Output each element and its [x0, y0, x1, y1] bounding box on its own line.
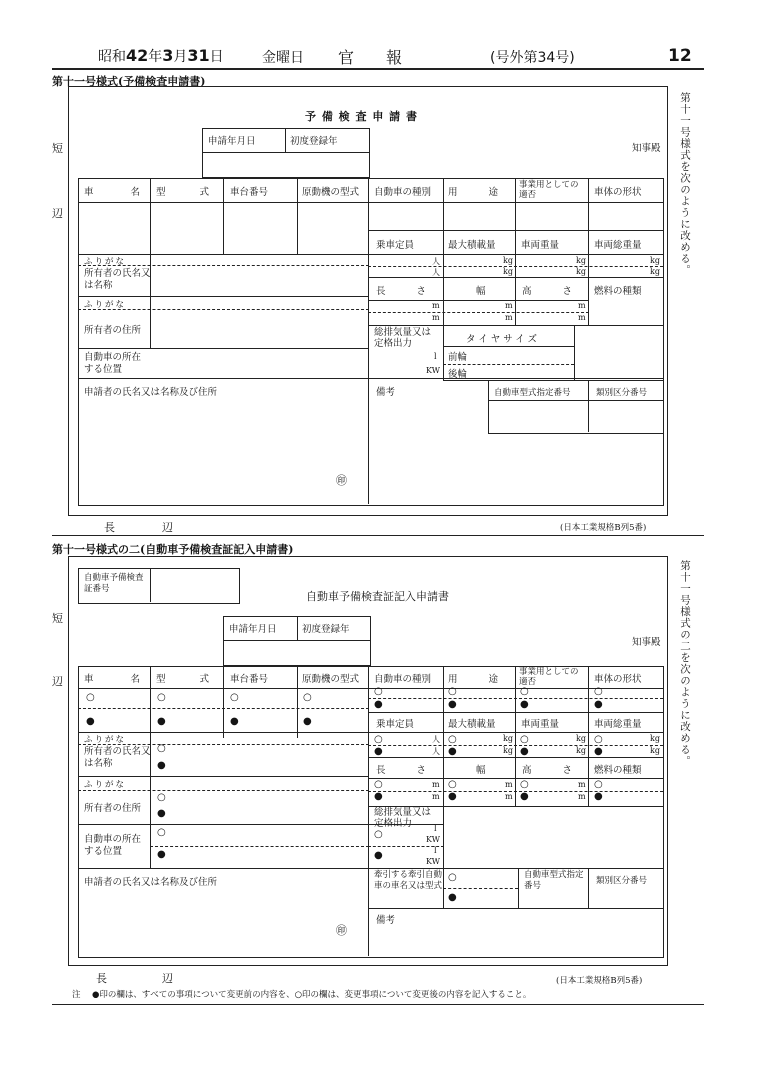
- form2-before-kind: ●: [374, 699, 383, 710]
- form1-length: 長 さ: [376, 286, 431, 297]
- form2-before-owner: ●: [157, 760, 166, 771]
- form1-long-side-a: 長: [104, 521, 115, 534]
- form1-label: 第十一号様式(予備検査申請書): [52, 75, 206, 88]
- form2-before-max-load: ●: [448, 746, 457, 757]
- form2-col-kind: 自動車の種別: [374, 674, 432, 685]
- form2-after-kind: ○: [374, 686, 383, 697]
- form2-furigana-2: ふりがな: [84, 780, 127, 790]
- form2-cert-number: 自動車予備検査証番号: [84, 573, 144, 594]
- gazette-title: 官 報: [338, 48, 403, 67]
- form2-max-load: 最大積載量: [448, 719, 496, 730]
- form1-unit-m-4: m: [505, 313, 513, 322]
- form1-car-location: 自動車の所在する位置: [84, 352, 142, 375]
- form2-height: 高 さ: [522, 765, 577, 776]
- gazette-date: 昭和42年3月31日: [98, 46, 224, 65]
- form1-long-side-b: 辺: [162, 521, 173, 534]
- form2-before-length: ●: [374, 791, 383, 802]
- form1-col-car-name: 車 名: [84, 187, 147, 198]
- form1-title: 予 備 検 査 申 請 書: [305, 110, 418, 123]
- form2-col-car-name: 車 名: [84, 674, 147, 685]
- form1-unit-person-1: 人: [432, 257, 440, 266]
- form1-unit-kg-2: kg: [503, 267, 513, 276]
- form1-governor: 知事殿: [632, 143, 661, 154]
- header-rule: [52, 68, 704, 70]
- form2-fuel: 燃料の種類: [594, 765, 642, 776]
- form2-unit-kg-5: kg: [650, 734, 660, 743]
- form2-before-capacity: ●: [374, 746, 383, 757]
- form2-short-side: 短: [52, 612, 63, 625]
- form2-category-number: 類別区分番号: [596, 876, 648, 886]
- form2-col-chassis: 車台番号: [230, 674, 269, 685]
- form1-col-business: 事業用としての適否: [519, 180, 579, 200]
- form1-col-kind: 自動車の種別: [374, 187, 432, 198]
- form2-before-use: ●: [448, 699, 457, 710]
- form2-col-engine: 原動機の型式: [302, 674, 360, 685]
- form2-car-location: 自動車の所在する位置: [84, 834, 142, 857]
- form1-amendment-note: 第十一号様式を次のように改める。: [679, 92, 691, 276]
- footnote-text: ●印の欄は、すべての事項について変更前の内容を、○印の欄は、変更事項について変更後の内容を記入すること。: [92, 990, 532, 1000]
- form2-before-location: ●: [157, 849, 166, 860]
- form1-unit-kg-4: kg: [576, 267, 586, 276]
- form1-front: 前輪: [448, 352, 468, 363]
- form1-displacement: 総排気量又は定格出力: [374, 327, 432, 349]
- form2-after-height: ○: [520, 779, 529, 790]
- form2-gross-weight: 車両総重量: [594, 719, 642, 730]
- form1-capacity: 乗車定員: [376, 240, 415, 251]
- form2-before-fuel: ●: [594, 791, 603, 802]
- form2-applicant: 申請者の氏名又は名称及び住所: [84, 877, 218, 888]
- footnote-prefix: 注: [72, 990, 81, 1000]
- form2-unit-l-1: l: [434, 824, 437, 833]
- form1-unit-m-5: m: [578, 301, 586, 310]
- form2-side: 辺: [52, 675, 63, 688]
- form2-capacity: 乗車定員: [376, 719, 415, 730]
- form2-long-side-a: 長: [96, 972, 107, 985]
- form2-after-use: ○: [448, 686, 457, 697]
- form2-displacement: 総排気量又は定格出力: [374, 807, 432, 829]
- form1-unit-kg-3: kg: [576, 256, 586, 265]
- footer-rule: [52, 1004, 704, 1005]
- form2-type-designation: 自動車型式指定番号: [524, 870, 584, 891]
- form1-unit-m-1: m: [432, 301, 440, 310]
- form1-owner-name: 所有者の氏名又は名称: [84, 268, 151, 291]
- form1-width: 幅: [476, 286, 486, 297]
- form2-before-engine: ●: [303, 716, 312, 727]
- form2-before-towing: ●: [448, 892, 457, 903]
- form2-after-model: ○: [157, 692, 166, 703]
- form2-before-address: ●: [157, 808, 166, 819]
- form2-unit-m-3: m: [505, 780, 513, 789]
- form2-owner-name: 所有者の氏名又は名称: [84, 746, 151, 769]
- form2-before-weight: ●: [520, 746, 529, 757]
- form1-fuel: 燃料の種類: [594, 286, 642, 297]
- form2-long-side-b: 辺: [162, 972, 173, 985]
- form1-type-designation: 自動車型式指定番号: [494, 388, 571, 398]
- form2-after-length: ○: [374, 779, 383, 790]
- form2-after-weight: ○: [520, 734, 529, 745]
- page-number: 12: [668, 46, 692, 66]
- form2-furigana-1: ふりがな: [84, 735, 127, 745]
- gazette-weekday: 金曜日: [262, 50, 304, 66]
- form2-standard: (日本工業規格B列5番): [556, 976, 643, 986]
- form1-furigana-2: ふりがな: [84, 300, 127, 310]
- form2-amendment-note: 第十一号様式の二を次のように改める。: [679, 560, 691, 767]
- form1-short-side: 短: [52, 142, 63, 155]
- form2-after-displacement: ○: [374, 829, 383, 840]
- form2-col-business: 事業用としての適否: [519, 667, 579, 687]
- form2-unit-m-6: m: [578, 792, 586, 801]
- form2-after-towing: ○: [448, 872, 457, 883]
- form2-before-body: ●: [594, 699, 603, 710]
- form1-weight: 車両重量: [521, 240, 560, 251]
- form2-unit-m-1: m: [432, 780, 440, 789]
- form2-unit-m-5: m: [578, 780, 586, 789]
- form1-category-number: 類別区分番号: [596, 388, 648, 398]
- form2-after-capacity: ○: [374, 734, 383, 745]
- form1-col-engine: 原動機の型式: [302, 187, 360, 198]
- form2-after-fuel: ○: [594, 779, 603, 790]
- form2-after-engine: ○: [303, 692, 312, 703]
- form2-owner-address: 所有者の住所: [84, 803, 142, 814]
- form1-applicant: 申請者の氏名又は名称及び住所: [84, 387, 218, 398]
- form1-unit-l: l: [434, 352, 437, 361]
- form2-unit-m-4: m: [505, 792, 513, 801]
- form2-width: 幅: [476, 765, 486, 776]
- form2-before-car-name: ●: [86, 716, 95, 727]
- form2-label: 第十一号様式の二(自動車予備検査証記入申請書): [52, 543, 294, 556]
- form2-after-chassis: ○: [230, 692, 239, 703]
- form2-unit-m-2: m: [432, 792, 440, 801]
- form1-unit-kg-1: kg: [503, 256, 513, 265]
- form2-unit-person-2: 人: [432, 747, 440, 756]
- form1-side: 辺: [52, 207, 63, 220]
- form2-col-model: 型 式: [156, 674, 215, 685]
- form2-after-car-name: ○: [86, 692, 95, 703]
- form2-before-model: ●: [157, 716, 166, 727]
- form2-col-body: 車体の形状: [594, 674, 642, 685]
- form1-col-body: 車体の形状: [594, 187, 642, 198]
- form1-col-model: 型 式: [156, 187, 215, 198]
- form1-unit-kw: KW: [426, 366, 440, 375]
- form2-towing: 牽引する牽引自動車の車名又は型式: [374, 870, 443, 891]
- form2-weight: 車両重量: [521, 719, 560, 730]
- form2-unit-person-1: 人: [432, 735, 440, 744]
- form1-col-chassis: 車台番号: [230, 187, 269, 198]
- form1-gross-weight: 車両総重量: [594, 240, 642, 251]
- form2-remarks: 備考: [376, 915, 396, 926]
- form2-before-business: ●: [520, 699, 529, 710]
- form1-remarks: 備考: [376, 387, 396, 398]
- form2-after-body: ○: [594, 686, 603, 697]
- form2-after-business: ○: [520, 686, 529, 697]
- form1-standard: (日本工業規格B列5番): [560, 523, 647, 533]
- form1-tire-size: タイヤサイズ: [466, 334, 541, 345]
- form2-unit-kg-6: kg: [650, 746, 660, 755]
- form2-title: 自動車予備検査証記入申請書: [306, 590, 449, 603]
- form2-after-max-load: ○: [448, 734, 457, 745]
- form2-unit-kw-1: KW: [426, 835, 440, 844]
- form2-length: 長 さ: [376, 765, 431, 776]
- form2-after-location: ○: [157, 827, 166, 838]
- form1-max-load: 最大積載量: [448, 240, 496, 251]
- form2-after-gross: ○: [594, 734, 603, 745]
- form1-first-registration: 初度登録年: [290, 136, 338, 147]
- form1-unit-kg-5: kg: [650, 256, 660, 265]
- form2-after-width: ○: [448, 779, 457, 790]
- form1-owner-address: 所有者の住所: [84, 325, 142, 336]
- form2-unit-l-2: l: [434, 846, 437, 855]
- form1-unit-m-2: m: [432, 313, 440, 322]
- form2-first-registration: 初度登録年: [302, 624, 350, 635]
- form2-after-owner: ○: [157, 743, 166, 754]
- form2-before-chassis: ●: [230, 716, 239, 727]
- form1-seal: ㊞: [336, 474, 347, 487]
- form2-after-address: ○: [157, 792, 166, 803]
- form1-height: 高 さ: [522, 286, 577, 297]
- form2-before-width: ●: [448, 791, 457, 802]
- form2-before-height: ●: [520, 791, 529, 802]
- form2-unit-kg-3: kg: [576, 734, 586, 743]
- form1-table: [78, 178, 664, 506]
- form1-unit-person-2: 人: [432, 268, 440, 277]
- form2-governor: 知事殿: [632, 637, 661, 648]
- form1-rear: 後輪: [448, 369, 468, 380]
- form2-application-date: 申請年月日: [229, 624, 277, 635]
- form2-unit-kw-2: KW: [426, 857, 440, 866]
- form2-unit-kg-2: kg: [503, 746, 513, 755]
- form2-unit-kg-4: kg: [576, 746, 586, 755]
- form1-unit-m-6: m: [578, 313, 586, 322]
- gazette-issue: (号外第34号): [490, 50, 575, 66]
- form2-unit-kg-1: kg: [503, 734, 513, 743]
- form2-col-use: 用 途: [448, 674, 503, 685]
- form1-col-use: 用 途: [448, 187, 503, 198]
- form1-furigana-1: ふりがな: [84, 257, 127, 267]
- form2-before-gross: ●: [594, 746, 603, 757]
- form1-unit-kg-6: kg: [650, 267, 660, 276]
- form2-seal: ㊞: [336, 924, 347, 937]
- form1-application-date: 申請年月日: [208, 136, 256, 147]
- form1-unit-m-3: m: [505, 301, 513, 310]
- form2-before-displacement: ●: [374, 850, 383, 861]
